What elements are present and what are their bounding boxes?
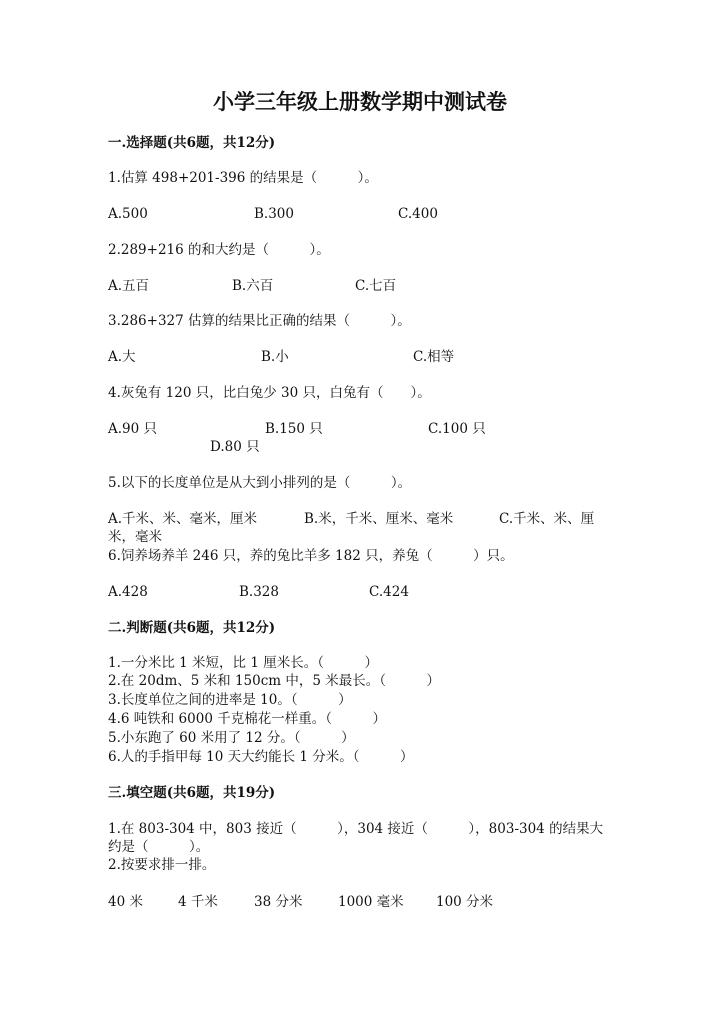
question-1-4: 4.灰兔有 120 只，比白兔少 30 只，白兔有（ ）。 [108,385,431,401]
option-c: C.千米、米、厘 [499,511,595,527]
option-c: C.相等 [413,349,455,365]
length-unit: 4 千米 [178,894,218,910]
option-b: B.米，千米、厘米、毫米 [304,511,454,527]
option-b: B.小 [261,349,289,365]
option-c: C.七百 [355,278,397,294]
fill-question-2: 2.按要求排一排。 [108,857,216,873]
fill-question-1-continued: 约是（ ）。 [108,839,210,855]
length-unit: 38 分米 [254,894,303,910]
section2-heading: 二.判断题(共6题，共12分) [108,620,276,636]
option-c: C.100 只 [428,421,486,437]
option-a: A.大 [108,349,136,365]
judgment-item: 5.小东跑了 60 米用了 12 分。（ ） [108,730,355,746]
option-a: A.428 [108,584,148,600]
option-b: B.300 [254,206,294,222]
length-unit: 1000 毫米 [338,894,404,910]
option-b: B.328 [239,584,279,600]
section3-heading: 三.填空题(共6题，共19分) [108,785,276,801]
question-1-6: 6.饲养场养羊 246 只，养的兔比羊多 182 只，养兔（ ）只。 [108,548,514,564]
judgment-item: 6.人的手指甲每 10 天大约能长 1 分米。（ ） [108,749,414,765]
option-d: D.80 只 [210,439,260,455]
question-1-5: 5.以下的长度单位是从大到小排列的是（ ）。 [108,475,412,491]
judgment-item: 3.长度单位之间的进率是 10。（ ） [108,692,352,708]
option-a: A.500 [108,206,148,222]
section1-heading: 一.选择题(共6题，共12分) [108,135,276,151]
fill-question-1: 1.在 803-304 中，803 接近（ ），304 接近（ ），803-304 的结果大 [108,821,604,837]
option-c-continued: 米，毫米 [108,529,162,545]
option-a: A.90 只 [108,421,158,437]
page-title: 小学三年级上册数学期中测试卷 [213,89,507,114]
question-1-1: 1.估算 498+201-396 的结果是（ ）。 [108,170,378,186]
question-1-2: 2.289+216 的和大约是（ ）。 [108,242,330,258]
option-b: B.六百 [232,278,274,294]
option-a: A.五百 [108,278,150,294]
option-c: C.424 [369,584,409,600]
option-c: C.400 [398,206,438,222]
question-1-3: 3.286+327 估算的结果比正确的结果（ ）。 [108,313,411,329]
judgment-item: 4.6 吨铁和 6000 千克棉花一样重。（ ） [108,711,386,727]
option-a: A.千米、米、毫米，厘米 [108,511,258,527]
judgment-item: 1.一分米比 1 米短，比 1 厘米长。（ ） [108,655,378,671]
option-b: B.150 只 [265,421,323,437]
length-unit: 40 米 [108,894,143,910]
length-unit: 100 分米 [436,894,494,910]
judgment-item: 2.在 20dm、5 米和 150cm 中，5 米最长。（ ） [108,673,441,689]
